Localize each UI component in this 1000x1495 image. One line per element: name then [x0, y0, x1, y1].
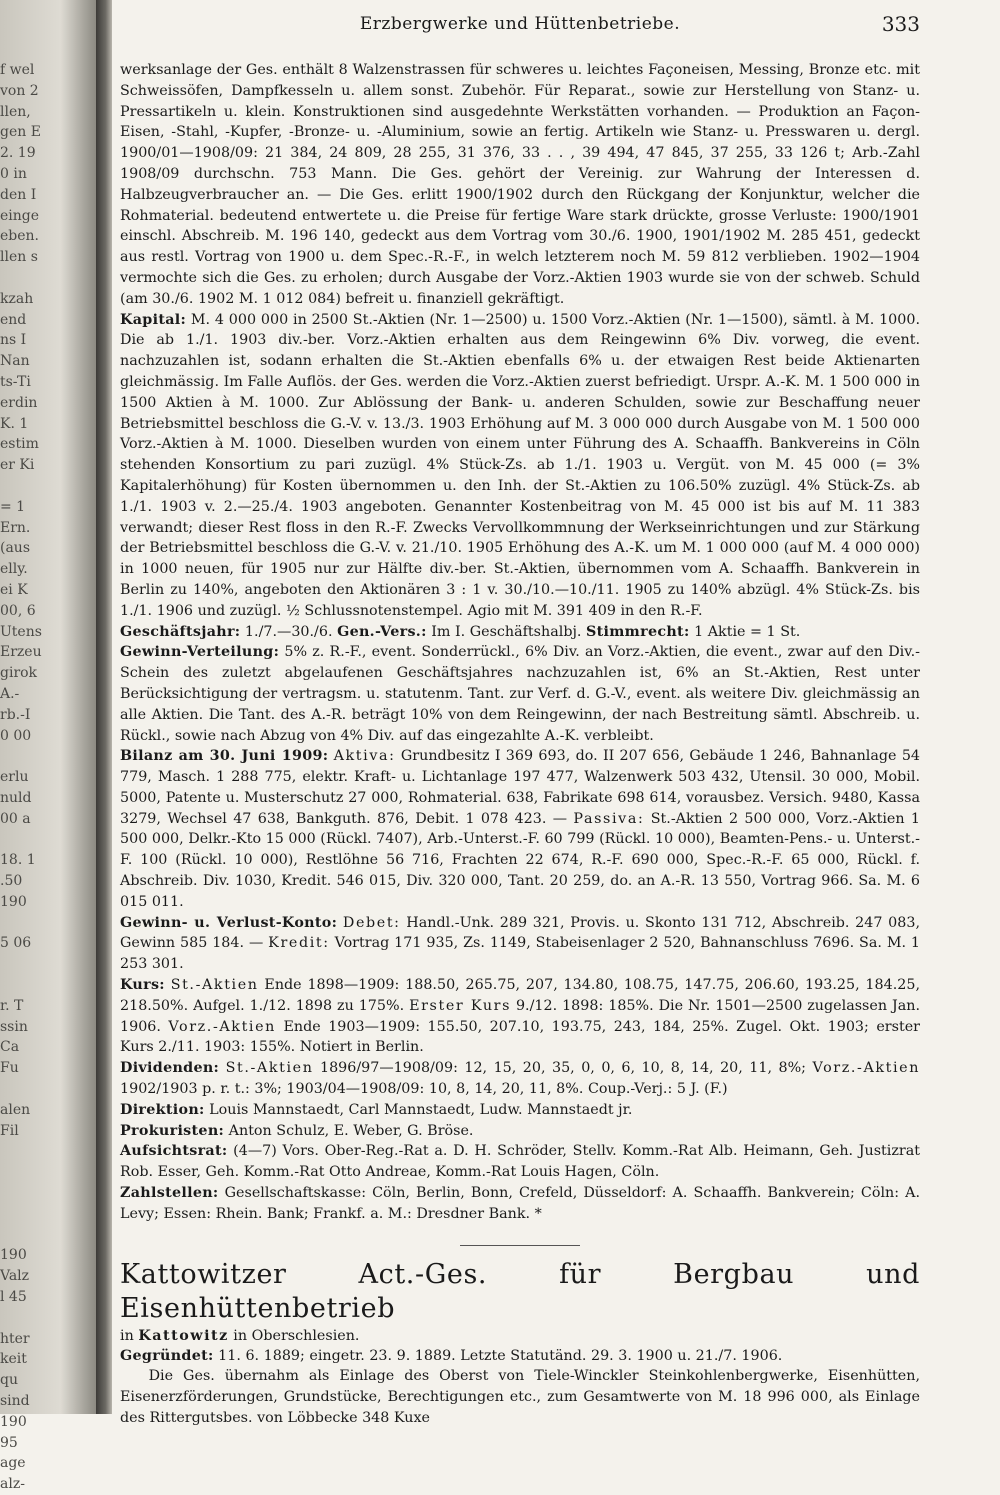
zahlstellen-label: Zahlstellen: — [120, 1185, 219, 1202]
zahlstellen-text: Gesellschaftskasse: Cöln, Berlin, Bonn, Crefeld, Düsseldorf: A. Schaaffh. Bankverein; Cöln: A. Levy; Essen: Rhein. Bank; Frankf. a. M.: Dresdner Bank. * — [120, 1185, 920, 1222]
direktion-text: Louis Mannstaedt, Carl Mannstaedt, Ludw. Mannstaedt jr. — [209, 1101, 633, 1118]
kurs-label: Kurs: — [120, 977, 165, 994]
gv-label: Gen.-Vers.: — [337, 623, 427, 640]
bilanz-passiva-text: St.-Aktien 2 500 000, Vorz.-Aktien 1 500 000, Delkr.-Kto 15 000 (Rückl. 7407), Arb.-Unterst.-F. 60 799 (Rückl. 10 000), Beamten-Pens.- u. Unterst.-F. 100 (Rückl. 10 000), Restlöhne 56 716, Frachten 22 674, R.-F. 690 000, Spec.-R.-F. 65 000, Rückl. f. Abschreib. Div. 1030, Kredit. 546 015, Div. 320 000, Tant. 20 259, do. an A.-R. 13 550, Vortrag 966. Sa. M. 6 015 011. — [120, 810, 921, 910]
previous-page-line: Ern. — [0, 519, 31, 536]
direktion-label: Direktion: — [120, 1101, 205, 1118]
works-description-paragraph: werksanlage der Ges. enthält 8 Walzenstrassen für schweres u. leichtes Façoneisen, Messing, Bronze etc. mit Schweissöfen, Dampfkesseln u. allem sonst. Zubehör. Für Reparat., sowie zur Herstellung von Stanz- u. Pressartikeln u. klein. Konstruktionen sind ausgedehnte Werkstätten vorhanden. — Produktion an Façon-Eisen, -Stahl, -Kupfer, -Bronze- u. -Aluminium, sowie an fertig. Artikeln wie Stanz- u. Presswaren u. dergl. 1900/01—1908/09: 21 384, 24 809, 28 255, 31 376, 33 . . , 39 494, 47 845, 37 255, 33 126 t; Arb.-Zahl 1908/09 durchschn. 753 Mann. Die Ges. gehört der Vereinig. zur Wahrung der Interessen d. Halbzeugverbraucher an. — Die Ges. erlitt 1900/1902 durch den Rückgang der Konjunktur, welcher die Rohmaterial. bedeutend entwertete u. die Preise für fertige Ware stark drückte, grosse Verluste: 1900/1901 einschl. Abschreib. M. 196 140, gedeckt aus dem Vortrag vom 30./6. 1900, 1901/1902 M. 285 451, gedeckt aus restl. Vortrag von 1900 u. dem Spec.-R.-F., in welch letzterem noch M. 59 812 verblieben. 1902—1904 vermochte sich die Ges. zu erholen; durch Ausgabe der Vorz.-Aktien 1903 wurde sie von der schweb. Schuld (am 30./6. 1902 M. 1 012 084) befreit u. finanziell gekräftigt. — [120, 62, 920, 307]
previous-page-line: A.- — [0, 685, 20, 702]
previous-page-line — [0, 268, 95, 289]
previous-page-line: hter — [0, 1330, 30, 1347]
prokuristen-text: Anton Schulz, E. Weber, G. Bröse. — [228, 1122, 474, 1139]
page-number: 333 — [881, 12, 920, 36]
div-text-b: 1902/1903 p. r. t.: 3%; 1903/04—1908/09: 10, 8, 14, 20, 11, 8%. Coup.-Verj.: 5 J. (F.) — [120, 1081, 728, 1098]
guv-kredit-text: Vortrag 171 935, Zs. 1149, Stabeisenlager 2 520, Bahnanschluss 7696. Sa. M. 1 253 301. — [120, 935, 921, 973]
debet-word: Debet: — [342, 914, 401, 931]
gewinn-section — [120, 642, 920, 746]
kurs-vorz-word: Vorz.-Aktien — [168, 1018, 276, 1035]
previous-page-line: er Ki — [0, 457, 35, 474]
gegruendet-label: Gegründet: — [120, 1347, 214, 1364]
previous-page-line: 190 — [0, 1247, 27, 1264]
previous-page-line: keit — [0, 1351, 27, 1368]
company-title: Kattowitzer Act.-Ges. für Bergbau und Eisenhüttenbetrieb — [120, 1258, 920, 1324]
aufsichtsrat-section — [120, 1141, 920, 1183]
book-spine — [96, 0, 112, 1414]
previous-page-line — [0, 1204, 95, 1225]
previous-page-line: 5 06 — [0, 935, 32, 952]
company-description-paragraph — [120, 1366, 920, 1428]
gegruendet-text: 11. 6. 1889; eingetr. 23. 9. 1889. Letzte Statutänd. 29. 3. 1900 u. 21./7. 1906. — [218, 1347, 783, 1364]
previous-page-line: age — [0, 1455, 26, 1472]
previous-page-line: r. T — [0, 997, 24, 1014]
company-description-text: Die Ges. übernahm als Einlage des Oberst von Tiele-Winckler Steinkohlenbergwerke, Eisenhütten, Eisenerzförderungen, Grundstücke, Berechtigungen etc., zum Gesamtwerte von M. 18 996 000, als Einlage des Rittergutsbes. von Löbbecke 348 Kuxe — [120, 1368, 920, 1427]
previous-page-line: llen s — [0, 249, 38, 266]
running-title: Erzbergwerke und Hüttenbetriebe. — [359, 14, 681, 34]
previous-page-line: ns I — [0, 332, 27, 349]
gewinn-text: 5% z. R.-F., event. Sonderrückl., 6% Div. an Vorz.-Aktien, die event., zwar auf den Div.-Schein des zuletzt abgelaufenen Geschäftsjahres nachzuzahlen ist, 6% an St.-Aktien, Rest unter Berücksichtigung der vertragsm. u. statutenm. Tant. zur Verf. d. G.-V., event. als weitere Div. gleichmässig an alle Aktien. Die Tant. des A.-R. beträgt 10% von dem Reingewinn, der nach Bestreitung sämtl. Abschreib. u. Rückl., sowie nach Abzug von 4% Div. auf das eingezahlte A.-K. verbleibt. — [120, 644, 920, 744]
previous-page-line: 18. 1 — [0, 852, 36, 869]
kredit-word: Kredit: — [268, 935, 330, 952]
previous-page-line: den I — [0, 186, 37, 203]
previous-page-line: .50 — [0, 873, 23, 890]
location-prefix: in — [120, 1327, 134, 1344]
dividenden-label: Dividenden: — [120, 1060, 220, 1077]
kurs-text-a: Ende 1898—1909: 188.50, 265.75, 207, 134.80, 108.75, 147.75, 206.60, 193.25, 184.25, 218.50%. Aufgel. 1./12. 1898 zu 175%. — [120, 977, 920, 1014]
div-st-word: St.-Aktien — [225, 1060, 314, 1077]
previous-page-line: ei K — [0, 581, 28, 598]
previous-page-line: K. 1 — [0, 415, 29, 432]
passiva-word: Passiva: — [573, 810, 645, 827]
kurs-text-c: Ende 1903—1909: 155.50, 207.10, 193.75, 243, 184, 25%. Zugel. Okt. 1903; erster Kurs 2./11. 1903: 155%. Notiert in Berlin. — [120, 1018, 920, 1056]
previous-page-line: (aus — [0, 540, 31, 557]
company-location — [120, 1326, 920, 1346]
previous-page-line: f wel — [0, 62, 35, 78]
geschaeftsjahr-text: 1./7.—30./6. — [244, 623, 333, 640]
bilanz-label: Bilanz am 30. Juni 1909: — [120, 748, 329, 765]
previous-page-line: ssin — [0, 1018, 28, 1035]
previous-page-line: Erzeu — [0, 644, 42, 661]
previous-page-line: alz- — [0, 1476, 25, 1493]
previous-page-line — [0, 1079, 95, 1100]
previous-page-line: qu — [0, 1372, 18, 1389]
section-divider — [460, 1245, 580, 1246]
previous-page-line — [0, 476, 95, 497]
dividenden-section — [120, 1058, 920, 1100]
direktion-section — [120, 1100, 920, 1121]
guv-section — [120, 913, 920, 975]
guv-label: Gewinn- u. Verlust-Konto: — [120, 914, 338, 931]
previous-page-line: 190 — [0, 893, 27, 910]
previous-page-line: 00, 6 — [0, 602, 36, 619]
previous-page-line: gen E — [0, 124, 41, 141]
previous-page-line: sind — [0, 1393, 30, 1409]
previous-page-line: ts-Ti — [0, 373, 31, 390]
previous-page-line — [0, 1162, 95, 1183]
previous-page-line: eben. — [0, 228, 39, 245]
previous-page-line — [0, 1141, 95, 1162]
kurs-text-b: 9./12. 1898: 185%. Die Nr. 1501—2500 zugelassen Jan. 1906. — [120, 997, 920, 1035]
previous-page-line: girok — [0, 665, 38, 682]
page-content — [120, 60, 920, 1429]
previous-page-line: nuld — [0, 789, 32, 806]
previous-page-line: erlu — [0, 769, 29, 786]
previous-page-line: = 1 — [0, 498, 26, 515]
gegruendet-section — [120, 1346, 920, 1367]
previous-page-line: erdin — [0, 394, 38, 411]
gv-text: Im I. Geschäftshalbj. — [431, 623, 582, 640]
previous-page-line: kzah — [0, 290, 34, 307]
geschaeftsjahr-label: Geschäftsjahr: — [120, 623, 241, 640]
aufsichtsrat-text: (4—7) Vors. Ober-Reg.-Rat a. D. H. Schröder, Stellv. Komm.-Rat Alb. Heimann, Geh. Justizrat Rob. Esser, Geh. Komm.-Rat Otto Andreae, Komm.-Rat Louis Hagen, Cöln. — [120, 1143, 921, 1181]
previous-page-line: Nan — [0, 353, 30, 370]
previous-page-line — [0, 1183, 95, 1204]
aufsichtsrat-label: Aufsichtsrat: — [120, 1143, 228, 1160]
previous-page-line — [0, 975, 95, 996]
previous-page-line — [0, 913, 95, 934]
previous-page-line: von 2 — [0, 82, 39, 99]
geschaeftsjahr-section — [120, 622, 920, 643]
kurs-section — [120, 975, 920, 1058]
previous-page-line: rb.-I — [0, 706, 31, 723]
bilanz-section — [120, 746, 920, 912]
kapital-label: Kapital: — [120, 311, 187, 328]
kurs-erster-word: Erster Kurs — [409, 997, 512, 1014]
previous-page-line: Utens — [0, 623, 42, 640]
previous-page-line: Fu — [0, 1060, 19, 1077]
previous-page-line: l 45 — [0, 1289, 27, 1306]
previous-page-line — [0, 1308, 95, 1329]
previous-page-line: 2. 19 — [0, 145, 36, 162]
previous-page-line: 190 — [0, 1413, 27, 1430]
stimmrecht-text: 1 Aktie = 1 St. — [694, 623, 801, 640]
previous-page-line: 95 — [0, 1434, 18, 1451]
div-text-a: 1896/97—1908/09: 12, 15, 20, 35, 0, 0, 6, 10, 8, 14, 20, 11, 8%; — [319, 1060, 806, 1077]
previous-page-line: Fil — [0, 1122, 19, 1139]
previous-page-line: 00 a — [0, 810, 31, 827]
kapital-section — [120, 310, 920, 622]
gewinn-label: Gewinn-Verteilung: — [120, 644, 280, 661]
zahlstellen-section — [120, 1183, 920, 1225]
previous-page-line: 0 00 — [0, 727, 32, 744]
previous-page-fragments — [0, 60, 95, 1495]
previous-page-line: 0 in — [0, 165, 27, 182]
previous-page-line: alen — [0, 1101, 31, 1118]
previous-page-line: Valz — [0, 1268, 30, 1285]
previous-page-line — [0, 829, 95, 850]
previous-page-line: einge — [0, 207, 40, 224]
guv-debet-text: Handl.-Unk. 289 321, Provis. u. Skonto 131 712, Abschreib. 247 083, Gewinn 585 184. — — [120, 914, 920, 952]
previous-page-line: end — [0, 311, 27, 328]
previous-page-line — [0, 1225, 95, 1246]
kapital-text: M. 4 000 000 in 2500 St.-Aktien (Nr. 1—2500) u. 1500 Vorz.-Aktien (Nr. 1—1500), sämtl. à M. 1000. Die ab 1./1. 1903 div.-ber. Vorz.-Aktien erhalten aus dem Reingewinn 6% Div. vorweg, die event. nachzuzahlen ist, sodann erhalten die St.-Aktien ebenfalls 6% u. der etwaigen Rest beide Aktienarten gleichmässig. Im Falle Auflös. der Ges. werden die Vorz.-Aktien zuerst befriedigt. Urspr. A.-K. M. 1 500 000 in 1500 Aktien à M. 1000. Zur Ablössung der Bank- u. anderen Schulden, sowie zur Beschaffung neuer Betriebsmittel beschloss die G.-V. v. 13./3. 1903 Erhöhung auf M. 3 000 000 durch Ausgabe von M. 1 500 000 Vorz.-Aktien à M. 1000. Dieselben wurden von einem unter Führung des A. Schaaffh. Bankvereins in Cöln stehenden Konsortium zu pari zuzügl. 4% Stück-Zs. ab 1./1. 1903 u. Vergüt. von M. 45 000 (= 3% Kapitalerhöhung) für Kosten übernommen u. den Inh. der St.-Aktien zu 106.50% zuzügl. 4% Stück-Zs. ab 1./1. 1903 v. 2.—25./4. 1903 angeboten. Genannter Kostenbeitrag von M. 45 000 ist bis auf M. 11 383 verwandt; dieser Rest floss in den R.-F. Zwecks Vervollkommnung der Werkseinrichtungen und zur Stärkung der Betriebsmittel beschloss die G.-V. v. 21./10. 1905 Erhöhung des A.-K. um M. 1 000 000 (auf M. 4 000 000) in 1000 neuen, für 1905 nur zur Hälfte div.-ber. St.-Aktien, übernommen vom A. Schaaffh. Bankverein in Berlin zu 140%, angeboten den Aktionären 3 : 1 v. 30./10.—10./11. 1905 zu 140% abzügl. 4% Stück-Zs. bis 1./1. 1906 und zuzügl. ½ Schlussnotenstempel. Agio mit M. 391 409 in den R.-F. — [120, 311, 920, 619]
prokuristen-section — [120, 1121, 920, 1142]
location-suffix: in Oberschlesien. — [233, 1327, 360, 1344]
previous-page-line: elly. — [0, 561, 28, 578]
div-vorz-word: Vorz.-Aktien — [812, 1060, 921, 1077]
stimmrecht-label: Stimmrecht: — [586, 623, 690, 640]
previous-page-line: Ca — [0, 1039, 20, 1056]
previous-page-line: llen, — [0, 103, 31, 120]
bilanz-aktiva-text: Grundbesitz I 369 693, do. II 207 656, Gebäude 1 246, Bahnanlage 54 779, Masch. 1 288 775, elektr. Kraft- u. Lichtanlage 197 477, Walzenwerk 503 432, Utensil. 30 000, Mobil. 5000, Patente u. Musterschutz 27 000, Rohmaterial. 638, Fabrikate 698 614, vorausbez. Versich. 9480, Kassa 3279, Wechsel 47 638, Bankguth. 876, Debit. 1 078 423. — — [120, 748, 921, 827]
previous-page-line — [0, 954, 95, 975]
aktiva-word: Aktiva: — [333, 748, 396, 765]
prokuristen-label: Prokuristen: — [120, 1122, 225, 1139]
location-city: Kattowitz — [138, 1327, 229, 1344]
page-header — [120, 14, 920, 40]
previous-page-line: estim — [0, 436, 39, 453]
kurs-st-word: St.-Aktien — [170, 977, 259, 994]
previous-page-line — [0, 746, 95, 767]
